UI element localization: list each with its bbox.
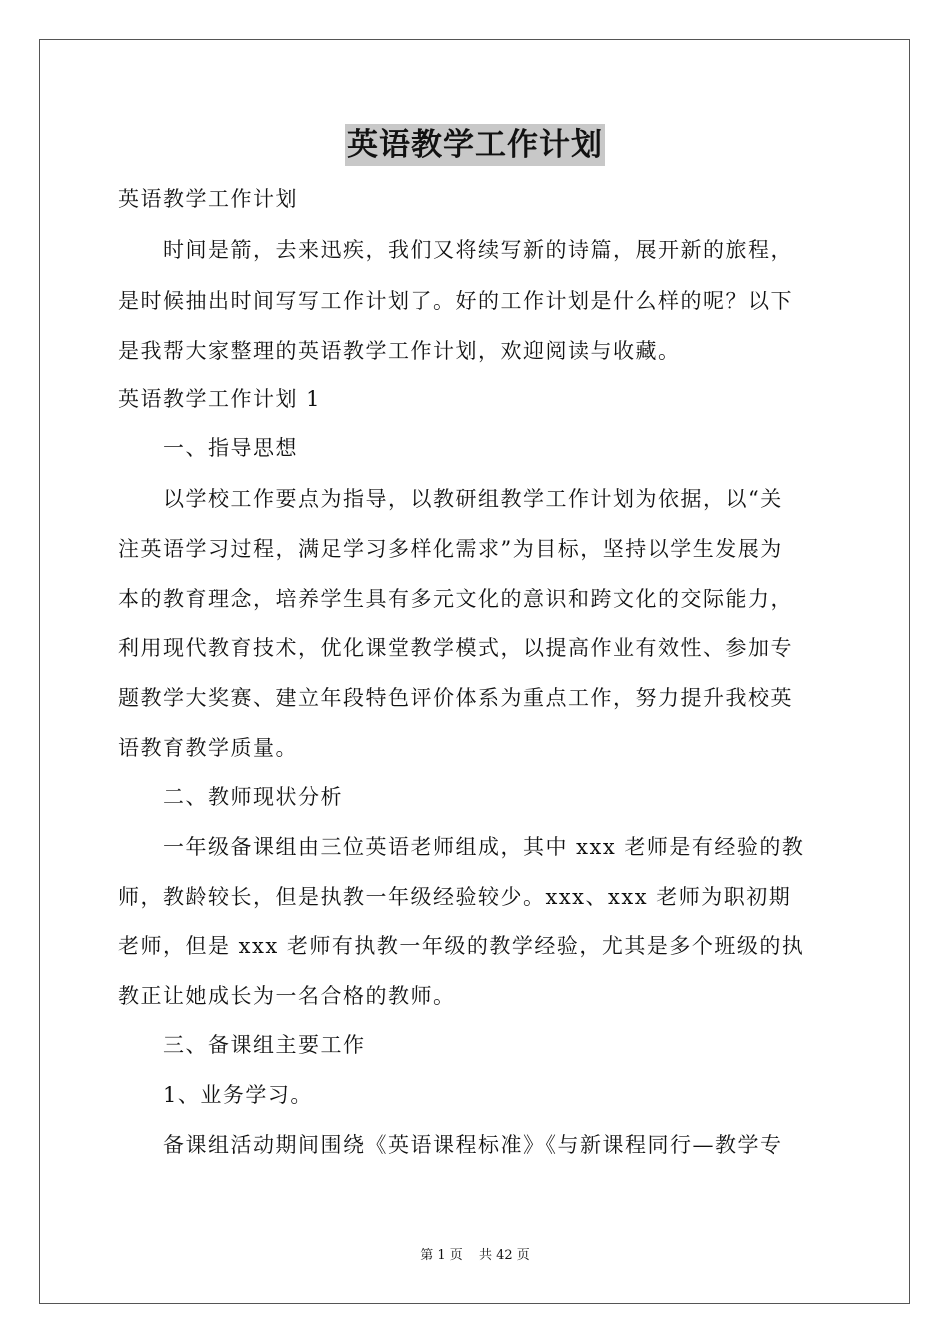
paragraph-line: 题教学大奖赛、建立年段特色评价体系为重点工作，努力提升我校英 <box>118 686 793 710</box>
paragraph-line: 本的教育理念，培养学生具有多元文化的意识和跨文化的交际能力， <box>118 587 793 611</box>
page-border <box>39 39 910 1304</box>
document-title: 英语教学工作计划 <box>345 124 605 166</box>
paragraph-line: 语教育教学质量。 <box>118 736 298 760</box>
paragraph-line: 备课组活动期间围绕《英语课程标准》《与新课程同行—教学专 <box>163 1133 783 1157</box>
paragraph-line: 时间是箭，去来迅疾，我们又将续写新的诗篇，展开新的旅程， <box>163 238 793 262</box>
title-container <box>0 124 950 166</box>
paragraph-line: 注英语学习过程，满足学习多样化需求”为目标，坚持以学生发展为 <box>118 537 783 561</box>
paragraph-line: 是时候抽出时间写写工作计划了。好的工作计划是什么样的呢？以下 <box>118 289 793 313</box>
subtitle-line: 英语教学工作计划 <box>118 187 298 211</box>
subsection-heading: 一、指导思想 <box>163 436 298 460</box>
page-number: 第 1 页 <box>420 1248 463 1263</box>
page-footer <box>0 1247 950 1265</box>
total-pages: 共 42 页 <box>478 1248 530 1263</box>
subsection-heading: 二、教师现状分析 <box>163 785 343 809</box>
list-item: 1、业务学习。 <box>163 1083 313 1107</box>
paragraph-line: 一年级备课组由三位英语老师组成，其中 xxx 老师是有经验的教 <box>163 835 805 859</box>
paragraph-line: 以学校工作要点为指导，以教研组教学工作计划为依据，以“关 <box>163 487 783 511</box>
section-heading: 英语教学工作计划 1 <box>118 387 322 411</box>
subsection-heading: 三、备课组主要工作 <box>163 1033 366 1057</box>
paragraph-line: 是我帮大家整理的英语教学工作计划，欢迎阅读与收藏。 <box>118 339 681 363</box>
paragraph-line: 老师，但是 xxx 老师有执教一年级的教学经验，尤其是多个班级的执 <box>118 934 805 958</box>
paragraph-line: 利用现代教育技术，优化课堂教学模式，以提高作业有效性、参加专 <box>118 636 793 660</box>
paragraph-line: 教正让她成长为一名合格的教师。 <box>118 984 456 1008</box>
paragraph-line: 师，教龄较长，但是执教一年级经验较少。xxx、xxx 老师为职初期 <box>118 885 792 909</box>
